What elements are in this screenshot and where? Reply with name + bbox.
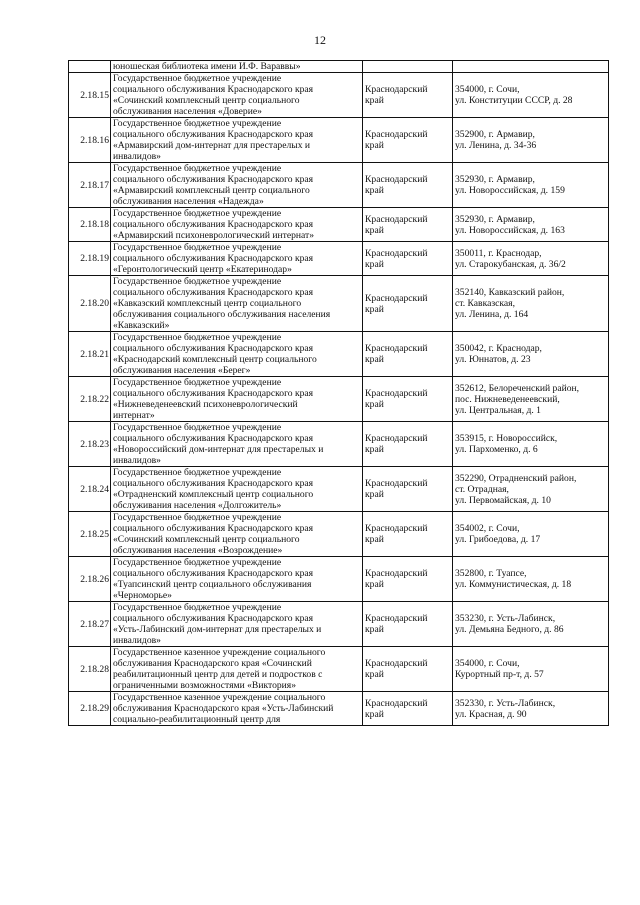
address-line: 354002, г. Сочи, [455,523,520,534]
row-number: 2.18.21 [80,348,109,360]
region-line: край [365,354,384,365]
row-number: 2.18.16 [80,134,109,146]
table-row [69,242,609,276]
region-line: край [365,444,384,455]
address-line: ул. Новороссийская, д. 163 [455,224,565,236]
row-number-cell [69,276,111,332]
address-line: ул. Грибоедова, д. 17 [455,534,541,545]
institution-name-line: «Кавказский» [113,320,170,331]
region-line: край [365,140,384,151]
row-number-cell [69,73,111,118]
institution-name-line: Государственное бюджетное учреждение [113,276,282,287]
table-row [69,163,609,208]
row-number: 2.18.23 [80,438,109,450]
region-line: Краснодарский [365,478,428,489]
page-number: 12 [314,33,326,47]
region-line: Краснодарский [365,343,428,354]
institution-name-cell [111,73,363,118]
region-line: край [365,708,384,720]
region-line: Краснодарский [365,568,428,579]
institution-name-cell [111,602,363,647]
continuation-num-cell [69,61,111,73]
region-line: Краснодарский [365,433,428,444]
address-line: ул. Юннатов, д. 23 [455,354,531,365]
institution-name-line: Государственное бюджетное учреждение [113,163,282,174]
institution-name-line: Государственное бюджетное учреждение [113,422,282,433]
institution-name-line: «Армавирский комплексный центр социального [113,185,310,196]
row-number-cell [69,467,111,512]
institution-name-cell [111,467,363,512]
address-line: ул. Новороссийская, д. 159 [455,185,565,196]
region-line: край [365,303,384,315]
region-cell [363,647,453,692]
region-cell [363,512,453,557]
institution-name-line: «Армавирский дом-интернат для престарелых и [113,140,311,151]
region-line: край [365,399,384,410]
row-number: 2.18.20 [80,298,109,309]
region-cell [363,332,453,377]
row-number: 2.18.19 [80,253,109,264]
institution-name-cell [111,118,363,163]
address-cell [453,692,609,726]
table-row [69,73,609,118]
region-cell [363,467,453,512]
address-line: 352330, г. Усть-Лабинск, [455,697,556,709]
region-line: край [365,185,384,196]
region-cell [363,276,453,332]
institution-name-line: социального обслуживания Краснодарского края [113,219,314,230]
continuation-row [69,61,609,73]
institution-name-line: обслуживания населения «Надежда» [113,196,264,207]
address-line: 352140, Кавказский район, [455,287,565,298]
table-row [69,276,609,332]
region-line: Краснодарский [365,613,428,624]
table-row [69,422,609,467]
institution-name-line: «Геронтологический центр «Екатеринодар» [113,264,292,275]
institution-name-line: социального обслуживания Краснодарского края [113,174,314,185]
row-number-cell [69,602,111,647]
institution-name-line: Государственное бюджетное учреждение [113,377,282,388]
row-number: 2.18.25 [80,528,109,540]
address-line: ст. Отрадная, [455,483,509,495]
address-cell [453,332,609,377]
institution-name-line: «Отрадненский комплексный центр социального [113,489,314,500]
institution-name-line: «Сочинский комплексный центр социального [113,95,300,106]
institution-name-line: ограниченными возможностями «Виктория» [113,680,297,691]
table-row [69,512,609,557]
institution-name-line: социального обслуживания Краснодарского края [113,388,314,399]
row-number: 2.18.27 [80,618,109,630]
institution-name-line: «Нижневеденеевский психоневрологический [113,399,298,410]
row-number-cell [69,163,111,208]
address-line: 352900, г. Армавир, [455,129,535,140]
institution-name-line: социального обслуживания Краснодарского края [113,84,314,95]
address-line: 352930, г. Армавир, [455,174,535,185]
row-number-cell [69,647,111,692]
address-line: ул. Ленина, д. 34-36 [455,140,537,151]
institution-name-line: социального обслуживания Краснодарского края [113,478,314,489]
institutions-table [68,60,609,726]
row-number: 2.18.28 [80,663,109,675]
institution-name-line: обслуживания населения «Возрождение» [113,545,283,556]
address-line: ул. Центральная, д. 1 [455,404,541,416]
institution-name-cell [111,422,363,467]
address-line: 352800, г. Туапсе, [455,568,527,579]
region-line: край [365,534,384,545]
institution-name-line: «Армавирский психоневрологический интернат» [113,230,315,241]
region-cell [363,602,453,647]
institution-name-line: Государственное бюджетное учреждение [113,467,282,478]
address-line: 352612, Белореченский район, [455,382,580,394]
address-cell [453,602,609,647]
address-cell [453,467,609,512]
address-line: 350042, г. Краснодар, [455,343,542,354]
institution-name-line: «Новороссийский дом-интернат для престарелых и [113,444,324,455]
address-line: 350011, г. Краснодар, [455,247,542,259]
institution-name-line: Государственное бюджетное учреждение [113,118,282,129]
institution-name-cell [111,647,363,692]
address-cell [453,73,609,118]
institution-name-cell [111,163,363,208]
row-number: 2.18.18 [80,219,109,230]
region-line: Краснодарский [365,523,428,534]
row-number-cell [69,422,111,467]
row-number: 2.18.17 [80,179,109,191]
address-cell [453,647,609,692]
institution-name-line: социального обслуживания Краснодарского края [113,433,314,444]
region-line: Краснодарский [365,129,428,140]
region-line: край [365,669,384,680]
row-number-cell [69,208,111,242]
institution-name-line: Государственное бюджетное учреждение [113,73,282,84]
institution-name-line: обслуживания населения «Берег» [113,365,251,376]
institution-name-cell [111,557,363,602]
row-number: 2.18.24 [80,483,109,495]
institution-name-line: обслуживания Краснодарского края «Усть-Лабинский [113,703,334,714]
address-line: ул. Первомайская, д. 10 [455,494,551,506]
region-line: Краснодарский [365,388,428,399]
institution-name-line: Государственное бюджетное учреждение [113,512,282,523]
region-line: Краснодарский [365,213,428,225]
institution-name-line: «Усть-Лабинский дом-интернат для престарелых и [113,624,322,635]
row-number-cell [69,692,111,726]
address-line: ул. Старокубанская, д. 36/2 [455,258,566,270]
region-line: Краснодарский [365,658,428,669]
row-number-cell [69,512,111,557]
row-number-cell [69,118,111,163]
address-line: ул. Демьяна Бедного, д. 86 [455,624,564,635]
table-row [69,467,609,512]
address-line: 353230, г. Усть-Лабинск, [455,613,556,624]
institution-name-line: интернат» [113,410,155,421]
institution-name-line: обслуживания социального обслуживания населения [113,309,331,320]
region-cell [363,242,453,276]
region-cell [363,73,453,118]
region-cell [363,422,453,467]
institution-name-line: «Сочинский комплексный центр социального [113,534,300,545]
institution-name-line: обслуживания населения «Доверие» [113,106,262,117]
address-cell [453,208,609,242]
continuation-region-cell [363,61,453,73]
continuation-address-cell [453,61,609,73]
institution-name-line: «Кавказский комплексный центр социального [113,298,302,309]
region-cell [363,557,453,602]
institution-name-line: Государственное казенное учреждение социального [113,647,326,658]
row-number: 2.18.22 [80,393,109,405]
region-line: край [365,95,384,106]
institution-name-line: социального обслуживания Краснодарского края [113,253,314,264]
region-cell [363,692,453,726]
institution-name-cell [111,332,363,377]
institution-name-line: социального обслуживания Краснодарского края [113,343,314,354]
institution-name-cell [111,276,363,332]
institution-name-line: инвалидов» [113,151,161,162]
institution-name-line: инвалидов» [113,455,161,466]
region-line: Краснодарский [365,174,428,185]
institution-name-line: Государственное бюджетное учреждение [113,208,282,219]
institution-name-line: Государственное бюджетное учреждение [113,242,282,253]
row-number: 2.18.15 [80,89,109,101]
region-cell [363,163,453,208]
institution-name-line: Государственное бюджетное учреждение [113,557,282,568]
continuation-text: юношеская библиотека имени И.Ф. Вараввы» [113,61,301,72]
table-row [69,118,609,163]
address-line: 354000, г. Сочи, [455,84,520,95]
institution-name-line: социального обслуживания Краснодарского края [113,523,314,534]
region-line: Краснодарский [365,292,428,304]
institution-name-line: «Черноморье» [113,590,172,601]
institution-name-line: Государственное бюджетное учреждение [113,602,282,613]
institution-name-line: «Туапсинский центр социального обслуживания [113,579,312,590]
address-line: 353915, г. Новороссийск, [455,433,558,444]
address-line: 352930, г. Армавир, [455,213,535,225]
institution-name-line: социального обслуживания Краснодарского края [113,568,314,579]
table-row [69,602,609,647]
institution-name-cell [111,512,363,557]
address-line: ул. Коммунистическая, д. 18 [455,579,572,590]
address-cell [453,163,609,208]
table-row [69,647,609,692]
row-number: 2.18.29 [80,703,109,714]
institution-name-line: Государственное казенное учреждение социального [113,692,326,703]
row-number-cell [69,377,111,422]
address-cell [453,557,609,602]
institution-name-line: инвалидов» [113,635,161,646]
region-line: край [365,624,384,635]
address-line: ул. Пархоменко, д. 6 [455,444,538,455]
address-line: 354000, г. Сочи, [455,658,520,669]
region-line: Краснодарский [365,697,428,709]
address-line: ул. Конституции СССР, д. 28 [455,95,573,106]
address-line: ул. Красная, д. 90 [455,708,527,720]
region-line: Краснодарский [365,84,428,95]
institution-name-cell [111,377,363,422]
table-row [69,332,609,377]
institution-name-cell [111,208,363,242]
region-line: край [365,258,384,270]
region-cell [363,208,453,242]
institution-name-line: «Краснодарский комплексный центр социального [113,354,317,365]
address-cell [453,118,609,163]
institution-name-line: обслуживания Краснодарского края «Сочинский [113,658,312,669]
continuation-name-cell [111,61,363,73]
address-line: пос. Нижневеденеевский, [455,393,560,405]
row-number: 2.18.26 [80,573,109,585]
address-cell [453,276,609,332]
institution-name-line: обслуживания населения «Долгожитель» [113,500,282,511]
institution-name-line: социального обслуживания Краснодарского края [113,287,314,298]
address-line: ул. Ленина, д. 164 [455,309,529,320]
table-row [69,377,609,422]
row-number-cell [69,557,111,602]
institution-name-line: Государственное бюджетное учреждение [113,332,282,343]
institution-name-line: социального обслуживания Краснодарского края [113,129,314,140]
address-cell [453,377,609,422]
address-cell [453,512,609,557]
table-row [69,557,609,602]
region-line: край [365,224,384,236]
region-line: край [365,489,384,500]
address-line: ст. Кавказская, [455,298,515,309]
table-row [69,208,609,242]
region-cell [363,377,453,422]
region-line: Краснодарский [365,247,428,259]
row-number-cell [69,332,111,377]
address-line: Курортный пр-т, д. 57 [455,669,544,680]
row-number-cell [69,242,111,276]
institution-name-line: социально-реабилитационный центр для [113,714,281,725]
address-cell [453,422,609,467]
institution-name-cell [111,242,363,276]
institution-name-line: социального обслуживания Краснодарского края [113,613,314,624]
institution-name-cell [111,692,363,726]
address-line: 352290, Отрадненский район, [455,472,577,484]
institution-name-line: реабилитационный центр для детей и подростков с [113,669,323,680]
region-line: край [365,579,384,590]
address-cell [453,242,609,276]
table-row [69,692,609,726]
region-cell [363,118,453,163]
